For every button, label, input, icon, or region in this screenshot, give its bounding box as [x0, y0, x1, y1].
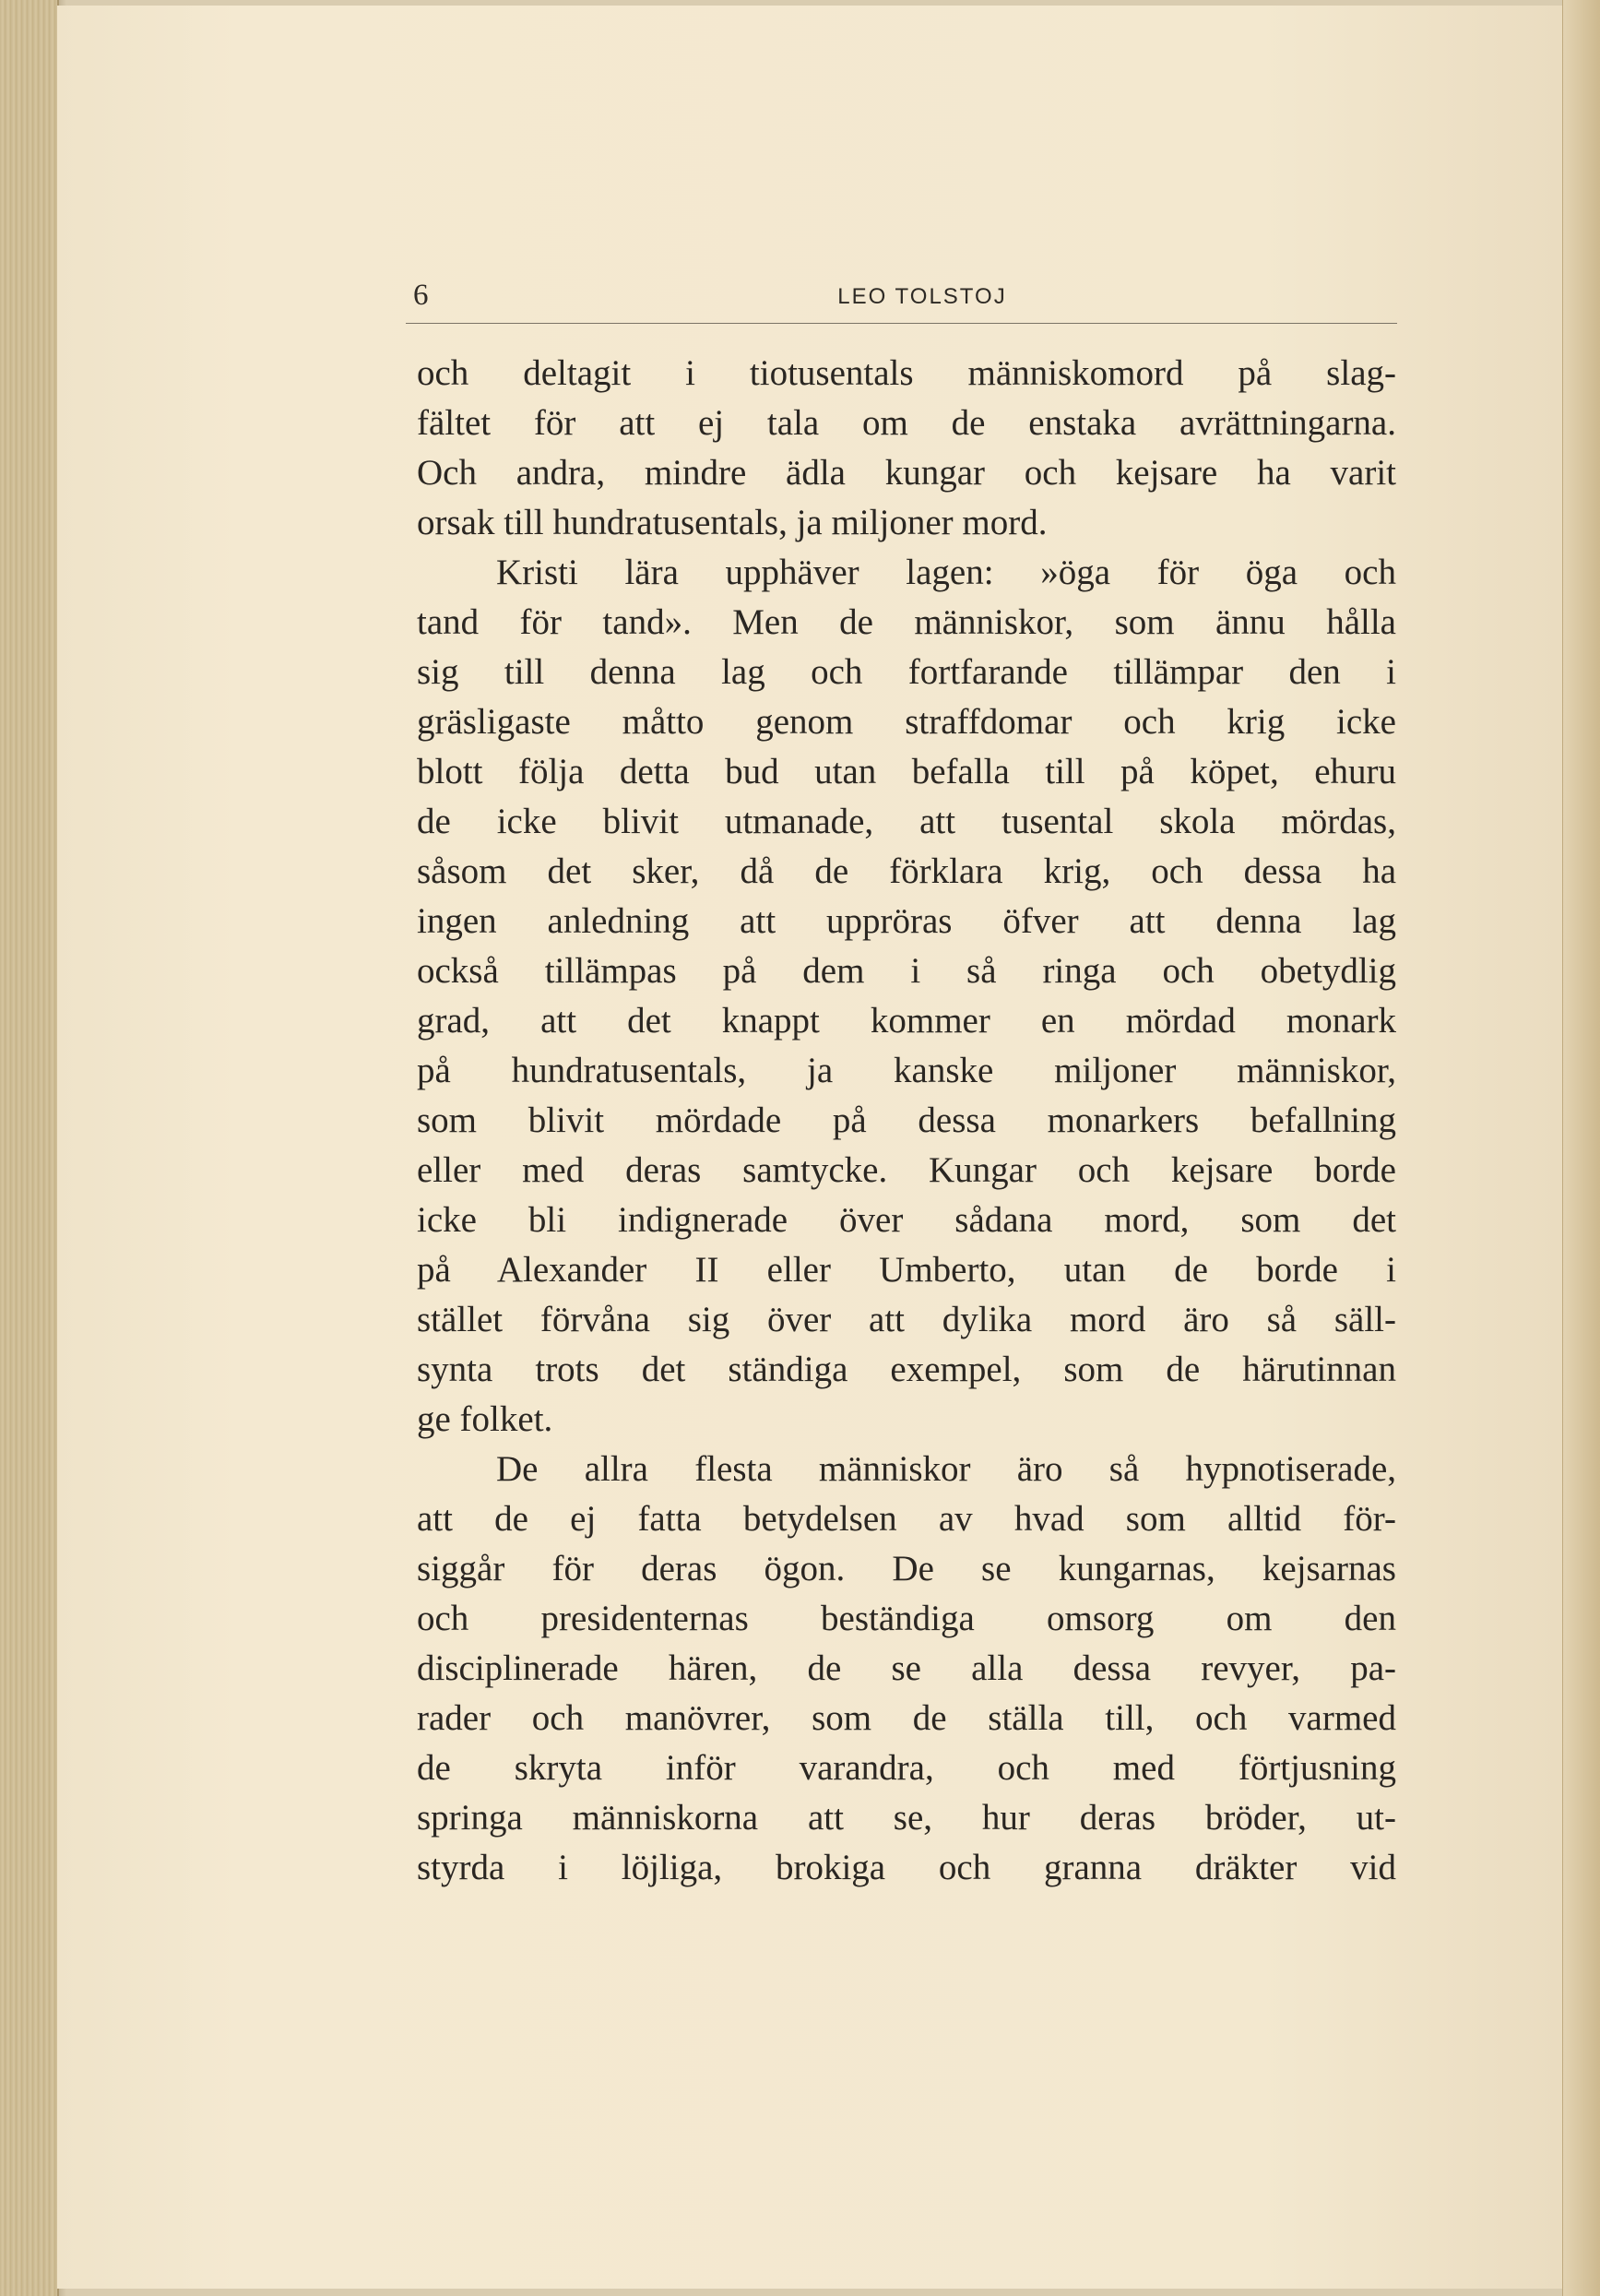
text-line: grad, att det knappt kommer en mördad monark: [417, 1001, 1396, 1041]
text-line: som blivit mördade på dessa monarkers befallning: [417, 1100, 1396, 1140]
text-line: Och andra, mindre ädla kungar och kejsare ha varit: [417, 453, 1396, 493]
text-line: siggår för deras ögon. De se kungarnas, kejsarnas: [417, 1549, 1396, 1588]
text-line: tand för tand». Men de människor, som ännu hålla: [417, 602, 1396, 642]
text-line: ge folket.: [417, 1399, 553, 1439]
text-line: också tillämpas på dem i så ringa och obetydlig: [417, 951, 1396, 991]
text-line: disciplinerade hären, de se alla dessa revyer, pa-: [417, 1648, 1396, 1688]
text-line: styrda i löjliga, brokiga och granna dräkter vid: [417, 1848, 1396, 1887]
text-line: stället förvåna sig över att dylika mord äro så säll-: [417, 1300, 1396, 1339]
text-line: gräsligaste måtto genom straffdomar och krig icke: [417, 702, 1396, 742]
text-line: att de ej fatta betydelsen av hvad som alltid för-: [417, 1499, 1396, 1539]
body-text: [417, 349, 1396, 1893]
running-head: LEO TOLSTOJ: [837, 284, 1007, 309]
text-line: rader och manövrer, som de ställa till, och varmed: [417, 1698, 1396, 1738]
text-line: de skryta inför varandra, och med förtjusning: [417, 1748, 1396, 1788]
page-header: [406, 277, 1397, 324]
text-line: såsom det sker, då de förklara krig, och dessa ha: [417, 851, 1396, 891]
text-line: icke bli indignerade över sådana mord, som det: [417, 1200, 1396, 1240]
page-edge: [1562, 0, 1600, 2296]
text-line: synta trots det ständiga exempel, som de härutinnan: [417, 1350, 1396, 1389]
text-line: och presidenternas beständiga omsorg om den: [417, 1599, 1396, 1638]
text-line: De allra flesta människor äro så hypnotiserade,: [496, 1449, 1396, 1489]
text-line: och deltagit i tiotusentals människomord på slag-: [417, 353, 1396, 393]
text-line: eller med deras samtycke. Kungar och kejsare borde: [417, 1150, 1396, 1190]
text-line: Kristi lära upphäver lagen: »öga för öga och: [496, 553, 1396, 592]
text-line: blott följa detta bud utan befalla till på köpet, ehuru: [417, 752, 1396, 791]
text-line: fältet för att ej tala om de enstaka avrättningarna.: [417, 403, 1396, 443]
text-line: sig till denna lag och fortfarande tillämpar den i: [417, 652, 1396, 692]
page-number: 6: [413, 279, 429, 312]
book-binding: [0, 0, 59, 2296]
text-line: ingen anledning att uppröras öfver att denna lag: [417, 901, 1396, 941]
text-line: på Alexander II eller Umberto, utan de borde i: [417, 1250, 1396, 1290]
text-line: de icke blivit utmanade, att tusental skola mördas,: [417, 802, 1396, 841]
text-line: orsak till hundratusentals, ja miljoner mord.: [417, 503, 1048, 542]
text-line: springa människorna att se, hur deras bröder, ut-: [417, 1798, 1396, 1838]
text-line: på hundratusentals, ja kanske miljoner människor,: [417, 1051, 1396, 1090]
